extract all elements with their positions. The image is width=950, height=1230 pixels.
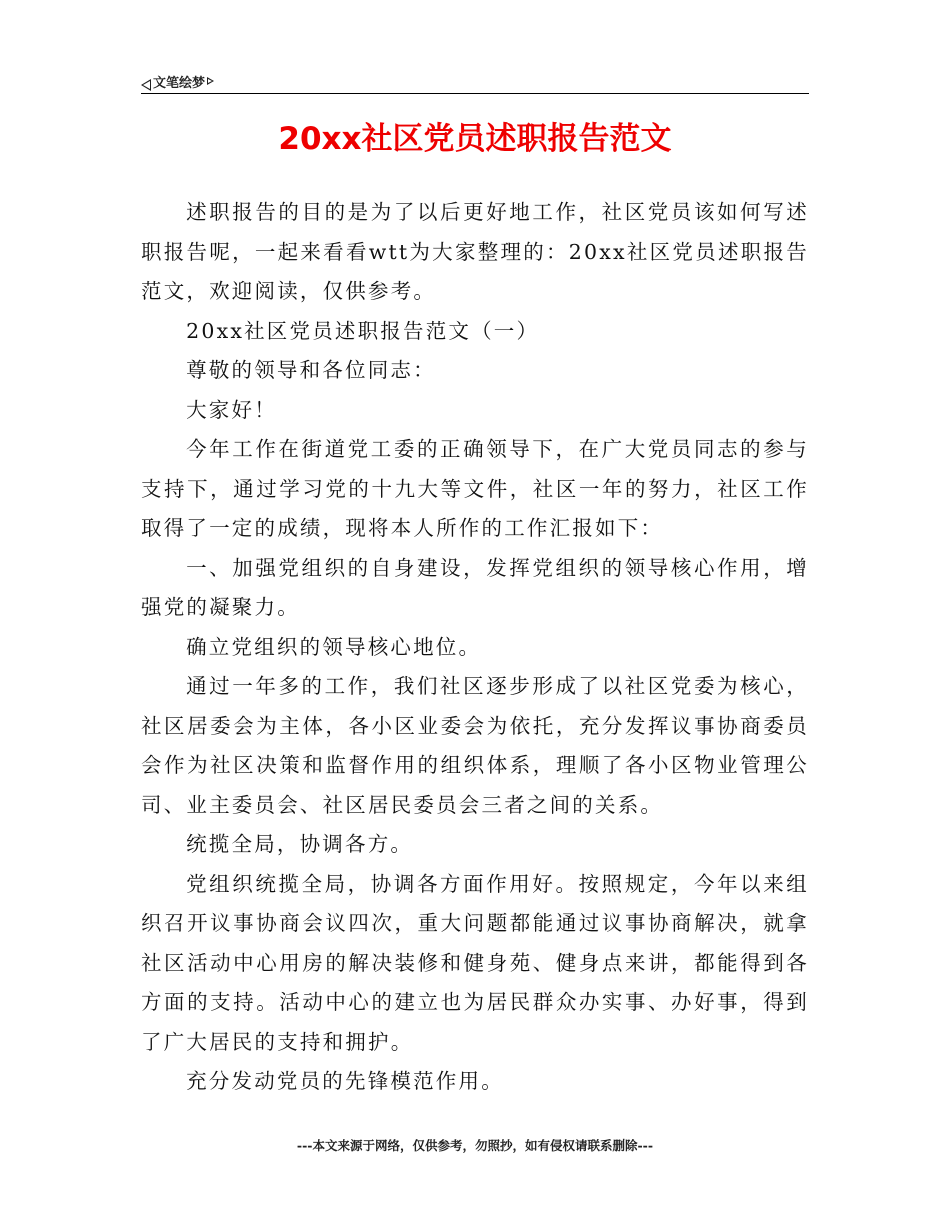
paragraph: 今年工作在街道党工委的正确领导下，在广大党员同志的参与支持下，通过学习党的十九大等文件，社区一年的努力，社区工作取得了一定的成绩，现将本人所作的工作汇报如下： — [141, 437, 809, 540]
paragraph: 20xx社区党员述职报告范文（一） — [186, 318, 540, 343]
paragraph: 一、加强党组织的自身建设，发挥党组织的领导核心作用，增强党的凝聚力。 — [141, 555, 809, 619]
right-triangle-icon — [207, 77, 214, 85]
paragraph: 统揽全局，协调各方。 — [186, 832, 414, 856]
paragraph: 充分发动党员的先锋模范作用。 — [186, 1069, 504, 1093]
paragraph: 大家好！ — [186, 397, 277, 422]
header-brand: 文笔绘梦 — [153, 76, 206, 91]
paragraph: 尊敬的领导和各位同志： — [186, 358, 436, 382]
page-footer: ---本文来源于网络，仅供参考，勿照抄，如有侵权请联系删除--- — [296, 1138, 654, 1153]
paragraph: 确立党组织的领导核心地位。 — [186, 634, 482, 659]
left-triangle-icon — [141, 79, 151, 91]
document-title: 20xx社区党员述职报告范文 — [278, 121, 672, 157]
paragraph: 党组织统揽全局，协调各方面作用好。按照规定，今年以来组织召开议事协商会议四次，重大问题都能通过议事协商解决，就拿社区活动中心用房的解决装修和健身苑、健身点来讲，都能得到各方面的支持。活动中心的建立也为居民群众办实事、办好事，得到了广大居民的支持和拥护。 — [141, 871, 809, 1054]
document-body — [141, 193, 809, 1102]
paragraph: 通过一年多的工作，我们社区逐步形成了以社区党委为核心，社区居委会为主体，各小区业委会为依托，充分发挥议事协商委员会作为社区决策和监督作用的组织体系，理顺了各小区物业管理公司、业主委员会、社区居民委员会三者之间的关系。 — [141, 674, 809, 817]
paragraph: 述职报告的目的是为了以后更好地工作，社区党员该如何写述职报告呢，一起来看看wtt为大家整理的：20xx社区党员述职报告范文，欢迎阅读，仅供参考。 — [141, 200, 809, 303]
page-header — [141, 72, 809, 94]
